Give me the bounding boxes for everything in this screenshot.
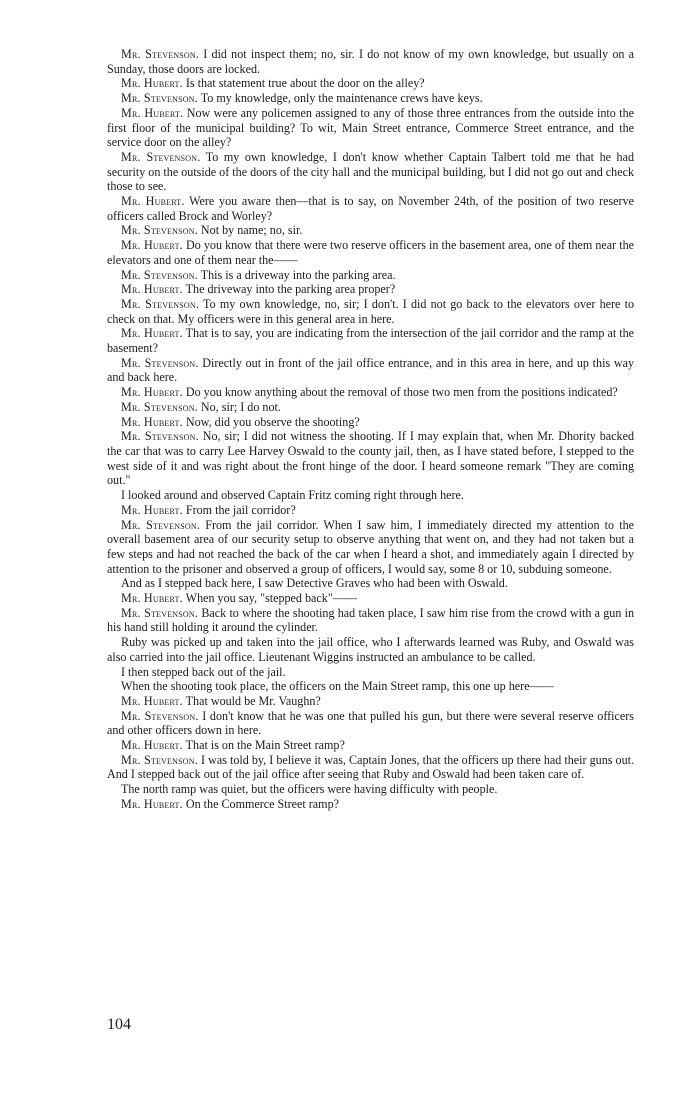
speaker-name: Mr. Stevenson. [121,296,200,311]
transcript-paragraph [107,326,634,355]
transcript-paragraph [107,635,634,664]
paragraph-text: Do you know anything about the removal of those two men from the positions indicated? [182,385,618,400]
transcript-paragraph [107,503,634,518]
paragraph-text: Were you aware then—that is to say, on November 24th, of the position of two reserve officers called Brock and Worley? [107,194,634,223]
speaker-name: Mr. Stevenson. [121,223,198,238]
transcript-paragraph [107,518,634,577]
transcript-paragraph [107,709,634,738]
paragraph-text: I then stepped back out of the jail. [121,664,286,679]
transcript-paragraph [107,385,634,400]
transcript-paragraph [107,591,634,606]
paragraph-text: To my own knowledge, I don't know whether Captain Talbert told me that he had security on the outside of the doors of the city hall and the municipal building, but I did not go out and check those to see. [107,149,634,194]
transcript-paragraph [107,429,634,488]
transcript-paragraph [107,576,634,591]
speaker-name: Mr. Stevenson. [121,752,198,767]
transcript-paragraph [107,738,634,753]
paragraph-text: Not by name; no, sir. [197,223,303,238]
speaker-name: Mr. Hubert. [121,385,183,400]
speaker-name: Mr. Hubert. [121,326,183,341]
transcript-paragraph [107,47,634,76]
paragraph-text: From the jail corridor? [182,502,296,517]
paragraph-text: When the shooting took place, the officers on the Main Street ramp, this one up here—— [121,679,554,694]
speaker-name: Mr. Hubert. [121,693,183,708]
speaker-name: Mr. Stevenson. [121,429,199,444]
paragraph-text: Is that statement true about the door on the alley? [182,76,425,91]
paragraph-text: To my knowledge, only the maintenance crews have keys. [197,91,483,106]
transcript-paragraph [107,665,634,680]
speaker-name: Mr. Stevenson. [121,47,200,61]
paragraph-text: From the jail corridor. When I saw him, I immediately directed my attention to the overall basement area of our security setup to observe anything that went on, and they had not taken but a few steps and had not reached the back of the car when I heard a shot, and immediately again I directed by attention to the prisoner and observed a group of officers, I would say, some 8 or 10, subduing someone. [107,517,635,576]
speaker-name: Mr. Stevenson. [121,708,199,723]
speaker-name: Mr. Hubert. [121,105,184,120]
paragraph-text: Now were any policemen assigned to any of those three entrances from the outside into the first floor of the municipal building? To wit, Main Street entrance, Commerce Street entrance, and the service door on the alley? [107,105,634,150]
paragraph-text: The driveway into the parking area proper? [182,282,396,297]
paragraph-text: When you say, "stepped back"—— [182,591,357,606]
transcript-paragraph [107,223,634,238]
paragraph-text: I did not inspect them; no, sir. I do not know of my own knowledge, but usually on a Sunday, those doors are locked. [107,47,634,76]
transcript-paragraph [107,797,634,812]
paragraph-text: Do you know that there were two reserve officers in the basement area, one of them near the elevators and one of them near the—— [107,238,635,267]
paragraph-text: No, sir; I did not witness the shooting. If I may explain that, when Mr. Dhority backed the car that was to carry Lee Harvey Oswald to the county jail, then, as I have stated before, I stepped to the west side of it and was right about the front hinge of the door. I heard someone remark "They are coming out." [107,429,635,488]
transcript-paragraph [107,356,634,385]
transcript-paragraph [107,400,634,415]
paragraph-text: No, sir; I do not. [197,399,281,414]
paragraph-text: Back to where the shooting had taken place, I saw him rise from the crowd with a gun in his hand still holding it around the cylinder. [107,605,634,635]
paragraph-text: On the Commerce Street ramp? [182,796,339,811]
transcript-paragraph [107,91,634,106]
paragraph-text: To my own knowledge, no, sir; I don't. I did not go back to the elevators over here to check on that. My officers were in this general area in here. [107,296,635,326]
speaker-name: Mr. Hubert. [121,502,183,517]
transcript-paragraph [107,606,634,635]
speaker-name: Mr. Hubert. [121,194,185,209]
speaker-name: Mr. Stevenson. [121,399,198,414]
transcript-paragraph [107,694,634,709]
transcript-paragraph [107,488,634,503]
transcript-paragraph [107,297,634,326]
transcript-paragraph [107,268,634,283]
transcript-paragraph [107,150,634,194]
speaker-name: Mr. Hubert. [121,738,183,753]
paragraph-text: I was told by, I believe it was, Captain Jones, that the officers up there had their guns out. And I stepped back out of the jail office after seeing that Ruby and Oswald had been taken care of. [107,752,634,782]
paragraph-text: That is to say, you are indicating from the intersection of the jail corridor and the ramp at the basement? [107,326,634,356]
paragraph-text: I don't know that he was one that pulled his gun, but there were several reserve officers and other officers down in here. [107,708,634,738]
transcript-body [107,47,634,812]
paragraph-text: Directly out in front of the jail office entrance, and in this area in here, and up this way and back here. [107,355,634,385]
transcript-paragraph [107,282,634,297]
paragraph-text: The north ramp was quiet, but the officers were having difficulty with people. [121,782,498,797]
transcript-paragraph [107,106,634,150]
speaker-name: Mr. Stevenson. [121,267,198,282]
speaker-name: Mr. Stevenson. [121,605,199,620]
transcript-paragraph [107,238,634,267]
speaker-name: Mr. Hubert. [121,238,183,253]
speaker-name: Mr. Hubert. [121,282,183,297]
speaker-name: Mr. Stevenson. [121,517,201,532]
speaker-name: Mr. Stevenson. [121,355,199,370]
transcript-paragraph [107,753,634,782]
transcript-paragraph [107,415,634,430]
speaker-name: Mr. Stevenson. [121,149,201,164]
transcript-paragraph [107,679,634,694]
speaker-name: Mr. Hubert. [121,591,183,606]
speaker-name: Mr. Hubert. [121,414,183,429]
transcript-paragraph [107,76,634,91]
paragraph-text: That is on the Main Street ramp? [182,738,345,753]
speaker-name: Mr. Stevenson. [121,91,198,106]
speaker-name: Mr. Hubert. [121,796,183,811]
paragraph-text: And as I stepped back here, I saw Detective Graves who had been with Oswald. [121,576,508,591]
paragraph-text: Ruby was picked up and taken into the jail office, who I afterwards learned was Ruby, and Oswald was also carried into the jail office. Lieutenant Wiggins instructed an ambulance to be called. [107,635,634,664]
speaker-name: Mr. Hubert. [121,76,183,91]
transcript-paragraph [107,782,634,797]
transcript-paragraph [107,194,634,223]
paragraph-text: I looked around and observed Captain Fritz coming right through here. [121,488,464,503]
paragraph-text: That would be Mr. Vaughn? [182,693,321,708]
page-number: 104 [107,1016,131,1033]
paragraph-text: Now, did you observe the shooting? [182,414,360,429]
paragraph-text: This is a driveway into the parking area. [197,267,396,282]
